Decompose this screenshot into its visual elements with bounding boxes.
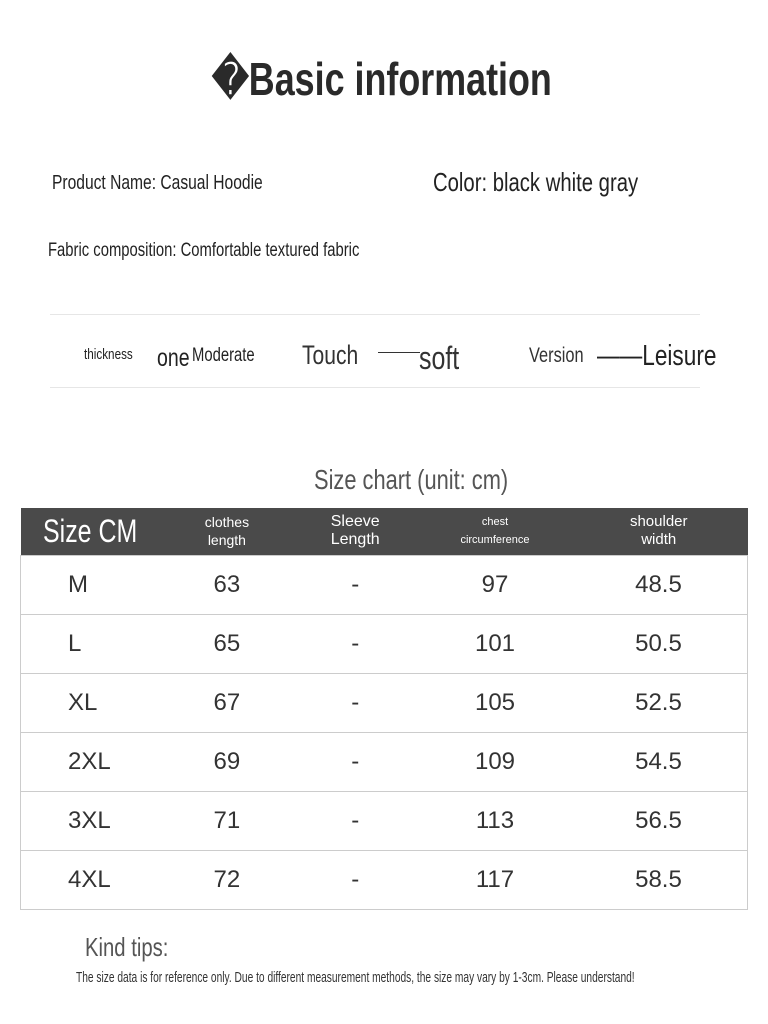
table-cell: 97	[420, 555, 570, 614]
version-label	[529, 344, 599, 368]
table-row	[21, 732, 748, 791]
product-name	[52, 172, 322, 195]
header-size	[21, 508, 164, 555]
table-cell: 101	[420, 614, 570, 673]
thickness-value-text: Moderate	[192, 345, 255, 366]
table-cell: 58.5	[570, 850, 748, 909]
table-cell: 65	[163, 614, 290, 673]
table-cell: 4XL	[21, 850, 164, 909]
thickness-label-text: thickness	[84, 346, 133, 363]
table-cell: 72	[163, 850, 290, 909]
table-cell: 54.5	[570, 732, 748, 791]
table-cell: -	[290, 732, 420, 791]
divider	[50, 314, 700, 315]
table-cell: -	[290, 673, 420, 732]
table-cell: 2XL	[21, 732, 164, 791]
table-cell: L	[21, 614, 164, 673]
page-title	[212, 52, 648, 106]
tips-text	[76, 969, 768, 986]
tips-title-text: Kind tips:	[85, 932, 169, 962]
table-cell: 52.5	[570, 673, 748, 732]
touch-label-text: Touch	[302, 340, 359, 370]
header-chest: chest circumference	[460, 516, 530, 547]
table-row	[21, 614, 748, 673]
header-text: Size CM	[42, 513, 137, 550]
table-cell: 69	[163, 732, 290, 791]
tips-title	[85, 932, 192, 963]
product-name-text: Product Name: Casual Hoodie	[52, 172, 263, 194]
thickness-value	[192, 345, 272, 367]
fabric-composition	[48, 240, 447, 262]
version-value-text: ——Leisure	[597, 340, 717, 372]
table-cell: 56.5	[570, 791, 748, 850]
table-cell: 48.5	[570, 555, 748, 614]
product-color	[433, 167, 696, 198]
table-row	[21, 673, 748, 732]
version-value	[597, 340, 750, 373]
table-cell: M	[21, 555, 164, 614]
table-header	[21, 508, 748, 555]
table-row	[21, 791, 748, 850]
title-text: �Basic information	[212, 53, 552, 105]
table-cell: 3XL	[21, 791, 164, 850]
header-shoulder: shoulder width	[629, 513, 688, 549]
thickness-label	[84, 346, 147, 363]
header-sleeve-length: Sleeve Length	[330, 513, 380, 549]
table-row	[21, 850, 748, 909]
fabric-text: Fabric composition: Comfortable textured fabric	[48, 240, 360, 261]
version-label-text: Version	[529, 344, 584, 367]
table-cell: XL	[21, 673, 164, 732]
table-cell: -	[290, 850, 420, 909]
table-cell: 117	[420, 850, 570, 909]
size-chart-title	[314, 464, 563, 496]
table-cell: -	[290, 791, 420, 850]
divider	[50, 387, 700, 388]
table-cell: 67	[163, 673, 290, 732]
touch-value-text: soft	[419, 340, 460, 376]
table-cell: 63	[163, 555, 290, 614]
table-cell: 109	[420, 732, 570, 791]
table-cell: -	[290, 555, 420, 614]
table-cell: 71	[163, 791, 290, 850]
table-cell: -	[290, 614, 420, 673]
dash-line	[378, 352, 420, 353]
table-cell: 105	[420, 673, 570, 732]
size-table	[20, 508, 748, 910]
table-row	[21, 555, 748, 614]
tips-text-content: The size data is for reference only. Due to different measurement methods, the size may vary by 1-3cm. Please understand!	[76, 969, 635, 986]
table-cell: 113	[420, 791, 570, 850]
thickness-prefix-text: one	[157, 344, 190, 372]
table-cell: 50.5	[570, 614, 748, 673]
touch-label	[302, 340, 374, 371]
touch-value	[419, 340, 471, 377]
color-text: Color: black white gray	[433, 167, 639, 197]
header-clothes-length: clothes length	[204, 514, 250, 549]
size-chart-title-text: Size chart (unit: cm)	[314, 464, 509, 495]
